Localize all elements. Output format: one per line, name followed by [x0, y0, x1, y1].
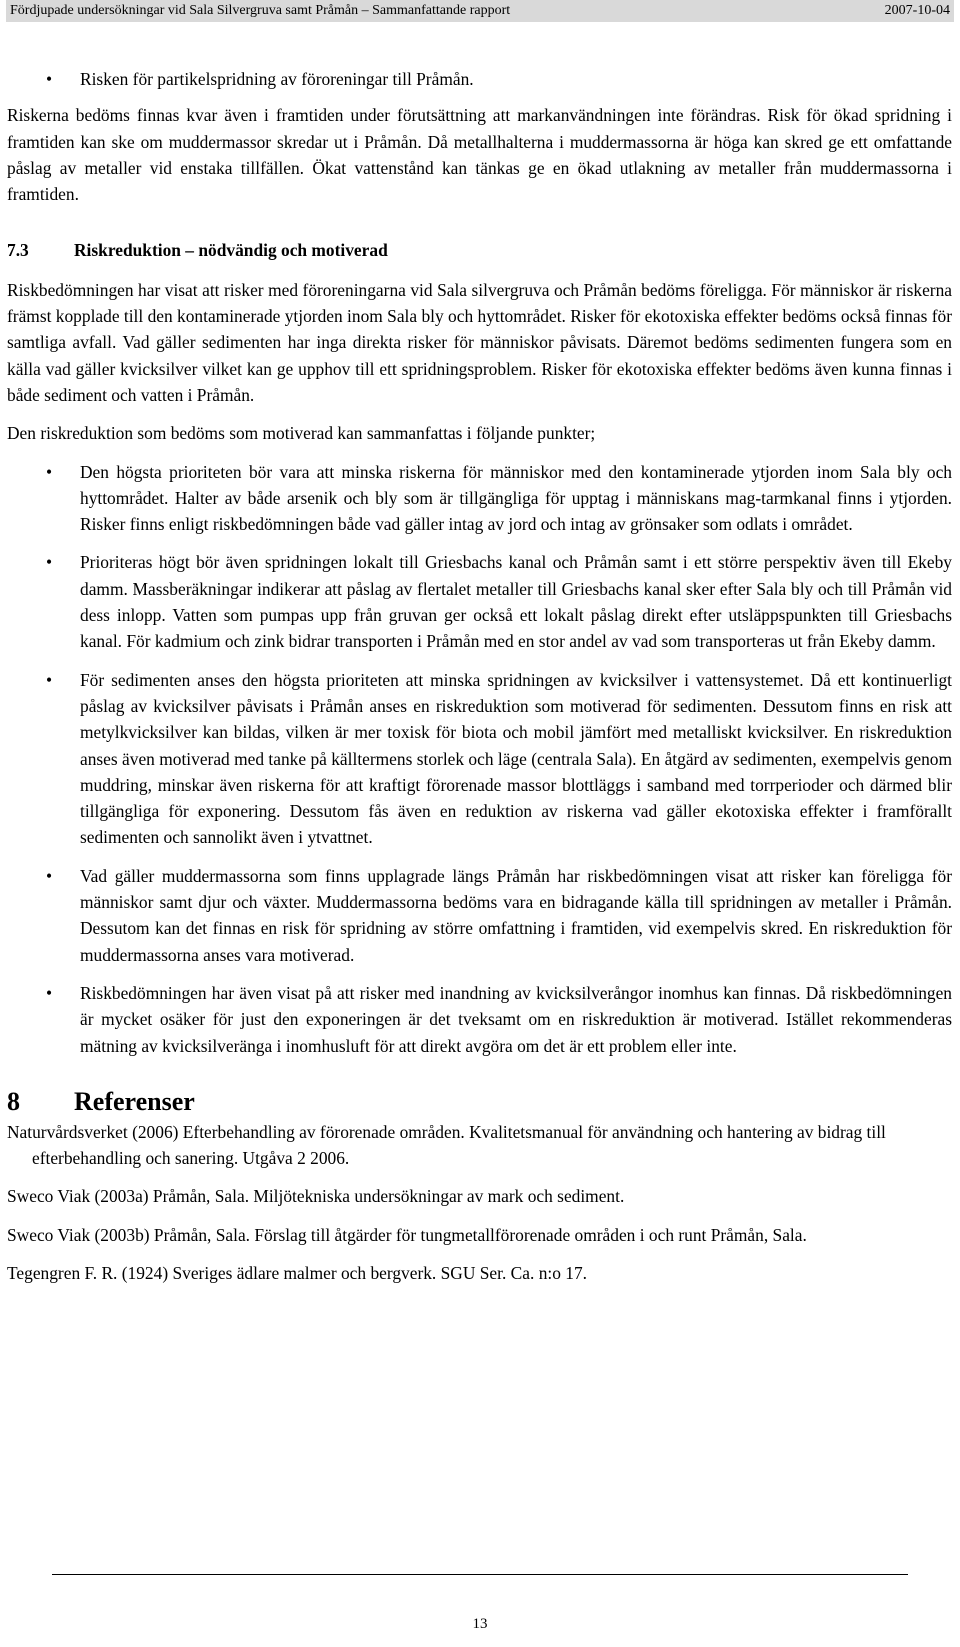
list-item-text: Prioriteras högt bör även spridningen lokalt till Griesbachs kanal och Pråmån samt i ett större perspektiv även till Ekeby damm. Massberäkningar indikerar att påslag av flertalet metaller till Griesbachs kanal sker efter Sala bly och till Pråmån vid dess inlopp. Vatten som pumpas upp från gruvan ger också ett lokalt påslag direkt efter utsläppspunkten till Griesbachs kanal. För kadmium och zink bidrar transporten i Pråmån med en stor andel av vad som transporteras ut från Ekeby damm.	[80, 552, 952, 652]
list-item-text: Den högsta prioriteten bör vara att minska riskerna för människor med den kontaminerade ytjorden inom Sala bly och hyttområdet. Halter av både arsenik och bly som är tillgängliga för upptag i människans mag-tarmkanal finns i ytjorden. Risker finns enligt riskbedömningen både vad gäller intag av jord och intag av grönsaker som odlats i området.	[80, 461, 952, 535]
bullet-icon: •	[46, 461, 53, 482]
top-bullet	[7, 66, 952, 92]
section-7-3-heading	[7, 237, 952, 263]
footer-divider	[52, 1574, 908, 1575]
reference-item: Naturvårdsverket (2006) Efterbehandling av förorenade områden. Kvalitetsmanual för användning och hantering av bidrag till efterbehandling och sanering. Utgåva 2 2006.	[7, 1121, 886, 1169]
top-bullet-text: Risken för partikelspridning av föroreningar till Pråmån.	[80, 69, 474, 89]
section-7-3-lead-in: Den riskreduktion som bedöms som motiverad kan sammanfattas i följande punkter;	[7, 423, 596, 444]
list-item	[7, 863, 952, 968]
list-item-text: Riskbedömningen har även visat på att risker med inandning av kvicksilverångor inomhus kan finnas. Då riskbedömningen är mycket osäker för just den exponeringen är det tveksamt om en riskreduktion är motiverad. Istället rekommenderas mätning av kvicksilveränga i inomhusluft för att direkt avgöra om det är ett problem eller inte.	[80, 982, 952, 1056]
section-8-title: Referenser	[74, 1086, 195, 1116]
reference-item: Tegengren F. R. (1924) Sveriges ädlare malmer och bergverk. SGU Ser. Ca. n:o 17.	[7, 1262, 588, 1283]
header-title: Fördjupade undersökningar vid Sala Silvergruva samt Pråmån – Sammanfattande rapport	[10, 3, 511, 18]
running-header	[6, 0, 954, 22]
bullet-icon: •	[46, 669, 53, 690]
page-number: 13	[472, 1616, 488, 1632]
list-item	[7, 980, 952, 1059]
section-7-3-paragraph: Riskbedömningen har visat att risker med föroreningarna vid Sala silvergruva och Pråmån bedöms föreligga. För människor är riskerna främst kopplade till den kontaminerade ytjorden inom Sala bly och hyttområdet. Risker för ekotoxiska effekter bedöms också finnas för samtliga avfall. Vad gäller sedimenten har inga direkta risker för människor påvisats. Däremot bedöms sedimenten fungera som en källa vad gäller kvicksilver vilket kan ge upphov till ett spridningsproblem. Risker för ekotoxiska effekter bedöms även kunna finnas i både sediment och vatten i Pråmån.	[7, 279, 952, 405]
bullet-icon: •	[46, 982, 53, 1003]
list-item-text: För sedimenten anses den högsta prioriteten att minska spridningen av kvicksilver i vattensystemet. Då ett kontinuerligt påslag av kvicksilver påvisats i Pråmån anses en riskreduktion som motiverad för sedimenten. Dessutom finns en risk att metylkvicksilver kan bildas, vilken är mer toxisk för biota och mobil jämfört med metalliskt kvicksilver. En riskreduktion anses även motiverad med tanke på källtermens storlek och läge (centrala Sala). En åtgärd av sedimenten, exempelvis genom muddring, minskar även riskerna för att kraftigt förorenade massor blottläggs i samband med torrperioder och därmed blir tillgängliga för exponering. Dessutom fås även en reduktion av riskerna vad gäller ekotoxiska effekter i framförallt sedimenten och sannolikt även i ytvattnet.	[80, 669, 952, 848]
bullet-icon: •	[46, 552, 53, 573]
reference-item: Sweco Viak (2003a) Pråmån, Sala. Miljötekniska undersökningar av mark och sediment.	[7, 1186, 625, 1207]
section-8-heading	[7, 1087, 952, 1117]
section-7-3-number: 7.3	[7, 240, 29, 261]
header-date: 2007-10-04	[884, 3, 950, 18]
bullet-icon: •	[46, 69, 53, 89]
bullet-icon: •	[46, 865, 53, 886]
page-body	[7, 66, 952, 1286]
section-8-number: 8	[7, 1086, 20, 1116]
list-item	[7, 549, 952, 654]
list-item-text: Vad gäller muddermassorna som finns upplagrade längs Pråmån har riskbedömningen visat att risker kan föreligga för människor samt djur och växter. Muddermassorna bedöms vara en bidragande källa till spridningen av metaller i Pråmån. Dessutom kan det finnas en risk för spridning av större omfattning i framtiden, vid exempelvis skred. En riskreduktion för muddermassorna anses vara motiverad.	[80, 865, 952, 965]
list-item	[7, 667, 952, 851]
intro-paragraph: Riskerna bedöms finnas kvar även i framtiden under förutsättning att markanvändningen inte förändras. Risk för ökad spridning i framtiden kan ske om muddermassor skredar ut i Pråmån. Då metallhalterna i muddermassorna är höga kan skred ge ett omfattande påslag av metaller vid enstaka tillfällen. Ökat vattenstånd kan tänkas ge en ökad utlakning av metaller från muddermassorna i framtiden.	[7, 105, 952, 205]
reference-item: Sweco Viak (2003b) Pråmån, Sala. Förslag till åtgärder för tungmetallförorenade områden i och runt Pråmån, Sala.	[7, 1224, 807, 1245]
list-item	[7, 459, 952, 538]
section-7-3-title: Riskreduktion – nödvändig och motiverad	[74, 240, 388, 261]
